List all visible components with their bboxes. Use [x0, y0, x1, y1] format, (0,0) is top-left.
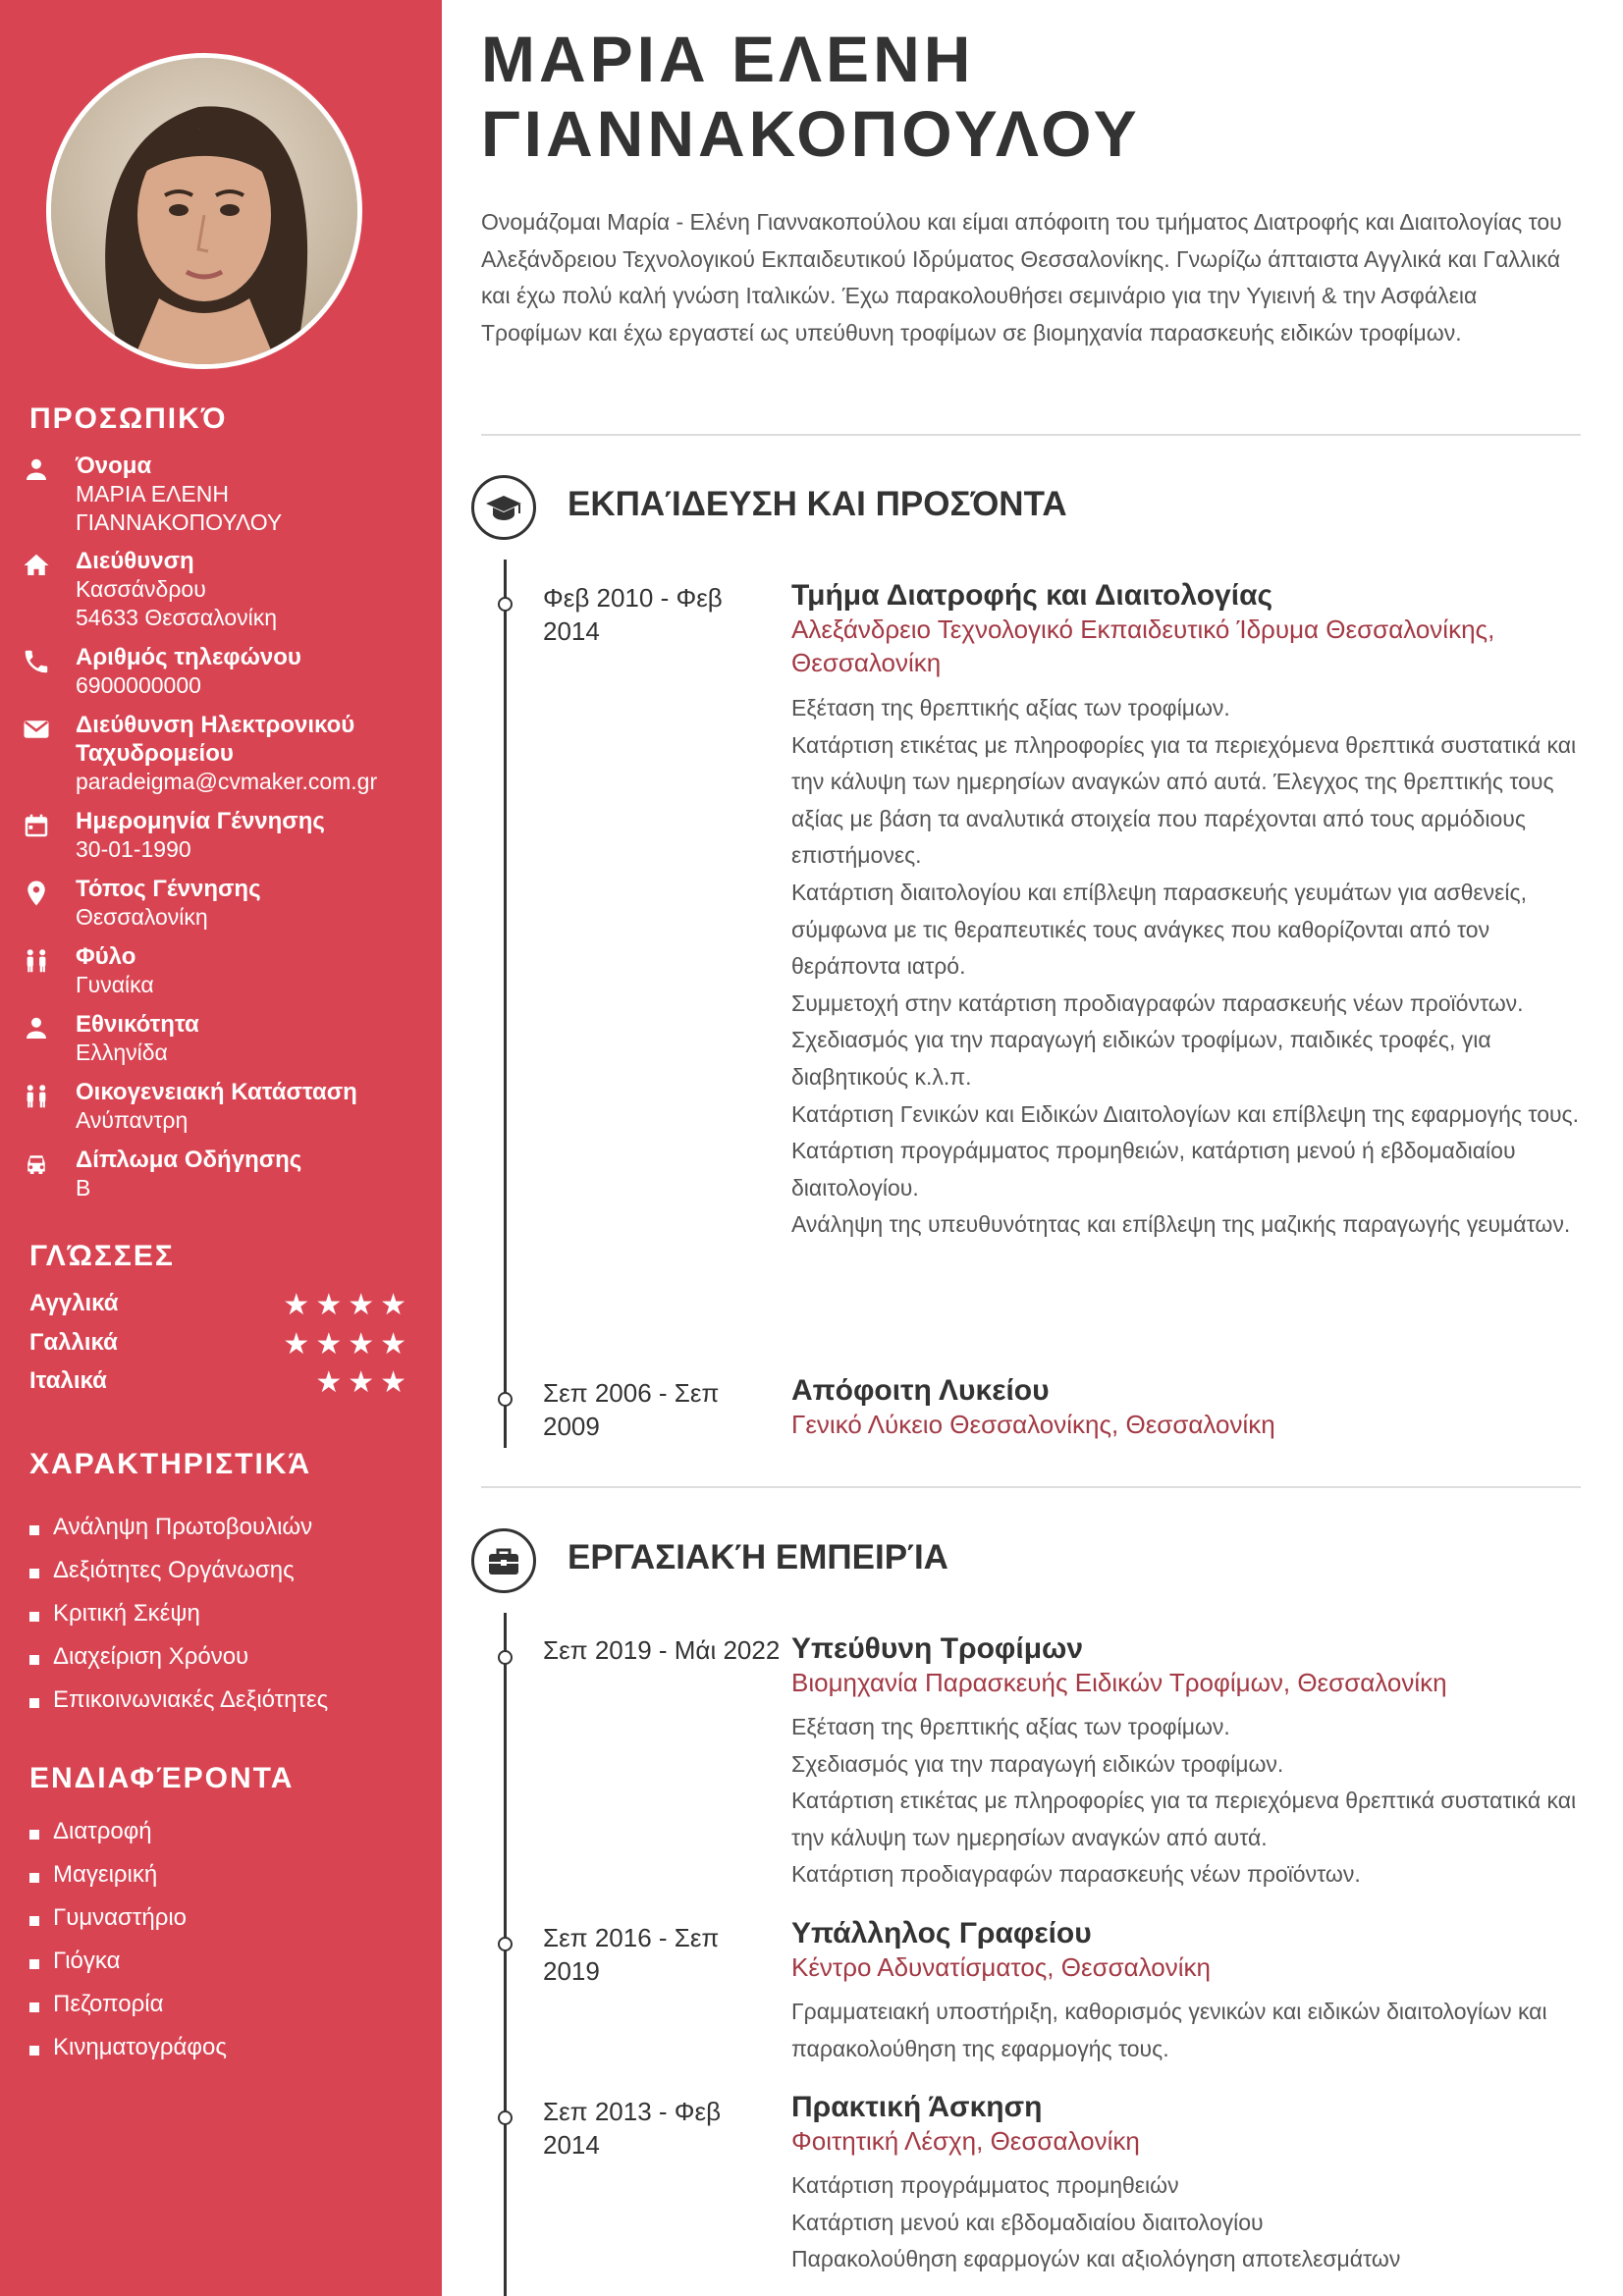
personal-item-label: Δίπλωμα Οδήγησης	[76, 1147, 302, 1173]
divider	[481, 434, 1581, 436]
language-name: Αγγλικά	[29, 1290, 119, 1316]
car-icon	[22, 1149, 51, 1179]
graduation-cap-icon	[474, 478, 533, 537]
timeline-dot	[498, 2110, 513, 2125]
language-name: Γαλλικά	[29, 1329, 118, 1356]
star-rating-icon: ★★★★	[283, 1328, 412, 1361]
interests-heading: ΕΝΔΙΑΦΈΡΟΝΤΑ	[29, 1762, 295, 1794]
name-line-2: ΓΙΑΝΝΑΚΟΠΟΥΛΟΥ	[481, 97, 1141, 170]
home-icon	[22, 551, 51, 580]
entry-organization: Κέντρο Αδυνατίσματος, Θεσσαλονίκη	[791, 1952, 1211, 1982]
personal-item-label: Φύλο	[76, 943, 136, 970]
personal-item-value: paradeigma@cvmaker.com.gr	[76, 769, 378, 794]
personal-heading: ΠΡΟΣΩΠΙΚΌ	[29, 402, 228, 435]
description-line: Εξέταση της θρεπτικής αξίας των τροφίμων.	[791, 1714, 1230, 1739]
description-line: Συμμετοχή στην κατάρτιση προδιαγραφών παρασκευής νέων προϊόντων.	[791, 989, 1524, 1016]
list-item: Διαχείριση Χρόνου	[29, 1635, 422, 1679]
entry-description	[791, 1709, 1587, 1894]
description-line: Σχεδιασμός για την παραγωγή ειδικών τροφίμων, παιδικές τροφές, για διαβητικούς κ.λ.π.	[791, 1027, 1491, 1090]
personal-item-label: Τόπος Γέννησης	[76, 876, 261, 902]
description-line: Εξέταση της θρεπτικής αξίας των τροφίμων.	[791, 695, 1230, 721]
personal-item-label: Διεύθυνση Ηλεκτρονικού Ταχυδρομείου	[76, 712, 355, 767]
profile-photo	[46, 53, 362, 369]
description-line: Γραμματειακή υποστήριξη, καθορισμός γενικών και ειδικών διαιτολογίων και παρακολούθηση της εφαρμογής τους.	[791, 1999, 1547, 2061]
personal-item-label: Ημερομηνία Γέννησης	[76, 808, 325, 834]
list-item: Πεζοπορία	[29, 1983, 422, 2026]
entry-description	[791, 690, 1587, 1244]
experience-section-icon	[471, 1528, 536, 1593]
language-item	[29, 1329, 412, 1362]
description-line: Κατάρτιση προδιαγραφών παρασκευής νέων προϊόντων.	[791, 1861, 1361, 1888]
profile-photo-illustration	[51, 58, 357, 364]
personal-item-value: Ανύπαντρη	[76, 1107, 189, 1133]
email-icon	[22, 715, 51, 744]
phone-icon	[22, 647, 51, 676]
timeline-dot	[498, 597, 513, 612]
description-line: Κατάρτιση προγράμματος προμηθειών, κατάρτιση μενού ή εβδομαδιαίου διαιτολογίου.	[791, 1138, 1516, 1201]
entry-date: Φεβ 2010 - Φεβ 2014	[543, 583, 723, 646]
list-item: Κριτική Σκέψη	[29, 1592, 422, 1635]
education-section-title: ΕΚΠΑΊΔΕΥΣΗ ΚΑΙ ΠΡΟΣΌΝΤΑ	[568, 485, 1067, 523]
personal-item-label: Οικογενειακή Κατάσταση	[76, 1079, 357, 1105]
description-line: Κατάρτιση ετικέτας με πληροφορίες για τα περιεχόμενα θρεπτικά συστατικά και την κάλυψη των ημερησίων αναγκών από αυτά.	[791, 1788, 1577, 1850]
entry-title: Υπάλληλος Γραφείου	[791, 1917, 1092, 1949]
description-line: Σχεδιασμός για την παραγωγή ειδικών τροφίμων.	[791, 1750, 1284, 1777]
entry-title: Πρακτική Άσκηση	[791, 2091, 1043, 2123]
personal-item-label: Εθνικότητα	[76, 1011, 199, 1038]
education-timeline	[504, 560, 507, 1448]
language-item	[29, 1290, 412, 1323]
entry-title: Απόφοιτη Λυκείου	[791, 1374, 1050, 1407]
list-item: Διατροφή	[29, 1810, 422, 1853]
entry-date: Σεπ 2006 - Σεπ 2009	[543, 1378, 720, 1441]
education-section-icon	[471, 475, 536, 540]
personal-item-value: Κασσάνδρου	[76, 576, 206, 602]
sidebar	[0, 0, 442, 2296]
star-rating-icon: ★★★★	[283, 1289, 412, 1321]
briefcase-icon	[474, 1531, 533, 1590]
star-rating-icon: ★★★	[315, 1366, 412, 1399]
personal-item-label: Αριθμός τηλεφώνου	[76, 644, 301, 670]
timeline-dot	[498, 1392, 513, 1407]
list-item: Δεξιότητες Οργάνωσης	[29, 1549, 422, 1592]
description-line: Κατάρτιση προγράμματος προμηθειών	[791, 2172, 1179, 2198]
personal-item-value: ΓΙΑΝΝΑΚΟΠΟΥΛΟΥ	[76, 509, 283, 535]
location-pin-icon	[22, 879, 51, 908]
personal-item-value: 6900000000	[76, 672, 201, 698]
name-line-1: ΜΑΡΙΑ ΕΛΕΝΗ	[481, 23, 975, 95]
experience-section-title: ΕΡΓΑΣΙΑΚΉ ΕΜΠΕΙΡΊΑ	[568, 1538, 948, 1576]
personal-item-value: Ελληνίδα	[76, 1040, 168, 1065]
profile-summary: Ονομάζομαι Μαρία - Ελένη Γιαννακοπούλου και είμαι απόφοιτη του τμήματος Διατροφής και Διαιτολογίας του Αλεξάνδρειου Τεχνολογικού Εκπαιδευτικού Ιδρύματος Θεσσαλονίκης. Γνωρίζω άπταιστα Αγγλικά και Γαλλικά και έχω πολύ καλή γνώση Ιταλικών. Έχω παρακολουθήσει σεμινάριο για την Υγιεινή & την Ασφάλεια Τροφίμων και έχω εργαστεί ως υπεύθυνη τροφίμων σε βιομηχανία παρασκευής ειδικών τροφίμων.	[481, 209, 1562, 346]
main-content	[442, 0, 1623, 2296]
language-name: Ιταλικά	[29, 1367, 107, 1394]
calendar-icon	[22, 811, 51, 840]
experience-timeline	[504, 1613, 507, 2296]
personal-item-value: B	[76, 1175, 91, 1201]
description-line: Κατάρτιση ετικέτας με πληροφορίες για τα περιεχόμενα θρεπτικά συστατικά και την κάλυψη των ημερησίων αναγκών από αυτά. Έλεγχος της θρεπτικής τους αξίας με βάση τα αναλυτικά στοιχεία που παρέχονται από τους αρμόδιους επιστήμονες.	[791, 731, 1577, 869]
entry-date: Σεπ 2019 - Μάι 2022	[543, 1635, 781, 1665]
timeline-dot	[498, 1650, 513, 1665]
list-item: Επικοινωνιακές Δεξιότητες	[29, 1679, 422, 1722]
personal-item-label: Όνομα	[76, 453, 152, 479]
divider	[481, 1486, 1581, 1488]
personal-item-value: 54633 Θεσσαλονίκη	[76, 605, 278, 630]
personal-item-value: Θεσσαλονίκη	[76, 904, 208, 930]
people-icon	[22, 1082, 51, 1111]
description-line: Κατάρτιση Γενικών και Ειδικών Διαιτολογίων και επίβλεψη της εφαρμογής τους.	[791, 1100, 1580, 1127]
description-line: Ανάληψη της υπευθυνότητας και επίβλεψη της μαζικής παραγωγής γευμάτων.	[791, 1211, 1571, 1238]
description-line: Παρακολούθηση εφαρμογών και αξιολόγηση αποτελεσμάτων	[791, 2246, 1401, 2272]
personal-item-value: Γυναίκα	[76, 972, 154, 997]
entry-title: Υπεύθυνη Τροφίμων	[791, 1632, 1084, 1665]
timeline-dot	[498, 1937, 513, 1951]
person-icon	[22, 455, 51, 485]
entry-date: Σεπ 2016 - Σεπ 2019	[543, 1923, 720, 1986]
language-item	[29, 1367, 412, 1401]
personal-item-label: Διεύθυνση	[76, 548, 194, 574]
list-item: Γιόγκα	[29, 1940, 422, 1983]
page-title	[481, 22, 1141, 171]
interests-list	[29, 1810, 422, 2069]
list-item: Μαγειρική	[29, 1853, 422, 1896]
entry-description	[791, 2167, 1587, 2278]
entry-description	[791, 1994, 1587, 2067]
description-line: Κατάρτιση μενού και εβδομαδιαίου διαιτολογίου	[791, 2209, 1264, 2235]
entry-organization: Φοιτητική Λέσχη, Θεσσαλονίκη	[791, 2126, 1140, 2156]
people-icon	[22, 946, 51, 976]
entry-organization: Αλεξάνδρειο Τεχνολογικό Εκπαιδευτικό Ίδρυμα Θεσσαλονίκης, Θεσσαλονίκη	[791, 614, 1495, 677]
languages-heading: ΓΛΏΣΣΕΣ	[29, 1240, 175, 1272]
personal-item-value: 30-01-1990	[76, 836, 191, 862]
list-item: Γυμναστήριο	[29, 1896, 422, 1940]
entry-date: Σεπ 2013 - Φεβ 2014	[543, 2097, 722, 2160]
description-line: Κατάρτιση διαιτολογίου και επίβλεψη παρασκευής γευμάτων για ασθενείς, σύμφωνα με τις θεραπευτικές τους ανάγκες που καθορίζονται από τον θεράποντα ιατρό.	[791, 879, 1527, 980]
entry-organization: Γενικό Λύκειο Θεσσαλονίκης, Θεσσαλονίκη	[791, 1410, 1275, 1439]
personal-item-value: ΜΑΡΙΑ ΕΛΕΝΗ	[76, 481, 229, 507]
list-item: Κινηματογράφος	[29, 2026, 422, 2069]
entry-title: Τμήμα Διατροφής και Διαιτολογίας	[791, 579, 1273, 612]
person-icon	[22, 1014, 51, 1043]
entry-organization: Βιομηχανία Παρασκευής Ειδικών Τροφίμων, Θεσσαλονίκη	[791, 1668, 1447, 1697]
traits-list	[29, 1506, 422, 1722]
traits-heading: ΧΑΡΑΚΤΗΡΙΣΤΙΚΆ	[29, 1448, 312, 1480]
list-item: Ανάληψη Πρωτοβουλιών	[29, 1506, 422, 1549]
